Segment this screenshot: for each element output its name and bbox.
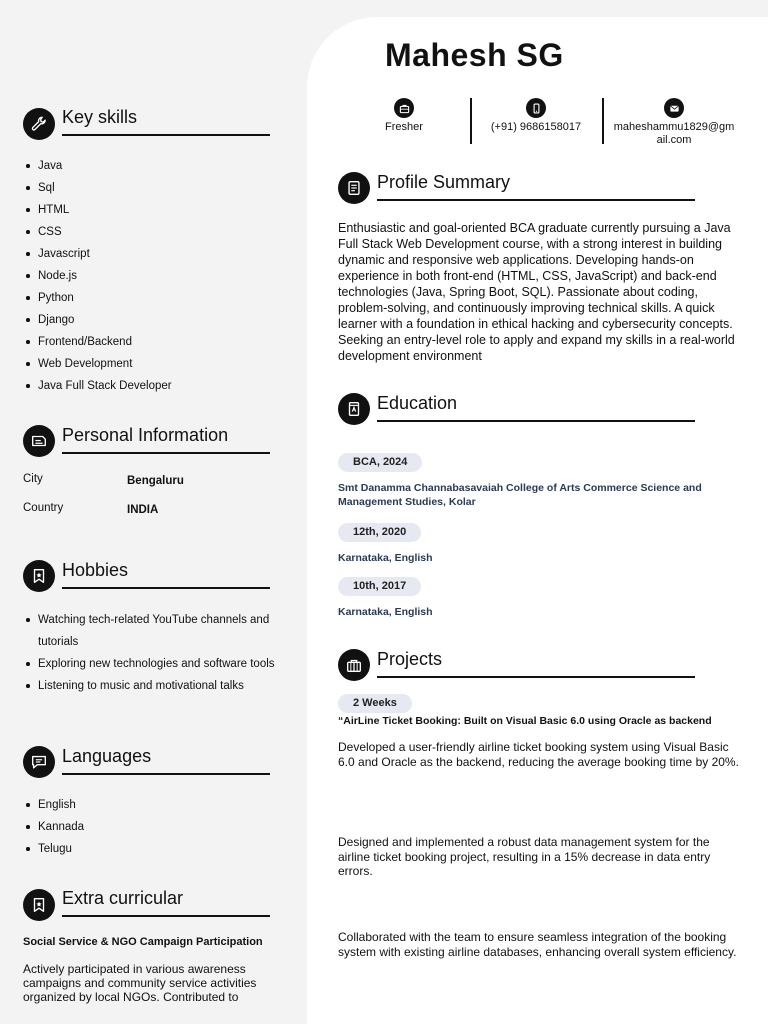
education-institution: Karnataka, English [338, 606, 433, 618]
contact-divider [602, 98, 604, 144]
contact-divider [470, 98, 472, 144]
list-item: Kannada [23, 816, 293, 838]
list-item: Python [23, 287, 293, 309]
gift-icon [338, 649, 370, 681]
chat-icon [23, 746, 55, 778]
list-item: CSS [23, 221, 293, 243]
education-institution: Karnataka, English [338, 552, 433, 564]
list-item: Watching tech-related YouTube channels and tutorials [23, 609, 298, 653]
country-value: INDIA [127, 504, 159, 516]
education-title: Education [377, 393, 458, 413]
bookmark-star-icon [23, 560, 55, 592]
contact-email-text: maheshammu1829@gmail.com [613, 121, 735, 146]
key-skills-title: Key skills [62, 107, 138, 127]
list-item: Web Development [23, 353, 293, 375]
section-underline [62, 587, 270, 589]
contact-phone [484, 98, 588, 133]
country-label: Country [23, 502, 64, 514]
list-item: Django [23, 309, 293, 331]
section-underline [377, 420, 695, 422]
extra-curricular-title: Extra curricular [62, 888, 184, 908]
list-item: HTML [23, 199, 293, 221]
list-item: Telugu [23, 838, 293, 860]
section-underline [62, 452, 270, 454]
list-item: Exploring new technologies and software tools [23, 653, 298, 675]
wrench-icon [23, 108, 55, 140]
languages-list [23, 794, 293, 860]
education-institution: Smt Danamma Channabasavaiah College of Arts Commerce Science and Management Studies, Kolar [338, 482, 702, 508]
section-underline [62, 773, 270, 775]
briefcase-icon [394, 98, 414, 118]
list-item: English [23, 794, 293, 816]
book-icon [338, 393, 370, 425]
project-point: Collaborated with the team to ensure seamless integration of the booking system with existing airline databases, enhancing overall system efficiency. [338, 930, 737, 959]
section-underline [377, 676, 695, 678]
list-item: Java [23, 155, 293, 177]
section-underline [377, 199, 695, 201]
personal-info-title: Personal Information [62, 425, 229, 445]
section-underline [62, 915, 270, 917]
list-item: Listening to music and motivational talks [23, 675, 298, 697]
education-year-pill: 10th, 2017 [338, 577, 421, 596]
section-underline [62, 134, 270, 136]
projects-title: Projects [377, 649, 443, 669]
list-item: Node.js [23, 265, 293, 287]
project-duration-pill: 2 Weeks [338, 694, 412, 713]
candidate-name: Mahesh SG [385, 37, 564, 73]
key-skills-list [23, 155, 293, 397]
project-name: “AirLine Ticket Booking: Built on Visual Basic 6.0 using Oracle as backend [338, 715, 712, 727]
project-point: Designed and implemented a robust data management system for the airline ticket booking project, resulting in a 15% decrease in data entry errors. [338, 835, 711, 878]
list-item: Javascript [23, 243, 293, 265]
hobbies-title: Hobbies [62, 560, 129, 580]
list-item: Sql [23, 177, 293, 199]
city-label: City [23, 473, 43, 485]
contact-email [612, 98, 736, 147]
extra-curricular-text: Actively participated in various awareness campaigns and community service activities organized by local NGOs. Contributed to [23, 962, 257, 1004]
profile-summary-text: Enthusiastic and goal-oriented BCA graduate currently pursuing a Java Full Stack Web Development course, with a strong interest in building dynamic and responsive web applications. Developing hands-on experience in both front-end (HTML, CSS, JavaScript) and back-end technologies (Java, Spring Boot, SQL). Passionate about coding, problem-solving, and continuously improving technical skills. A quick learner with a foundation in ethical hacking and cybersecurity concepts. Seeking an entry-level role to apply and expand my skills in a real-world development environment [338, 221, 735, 363]
id-card-icon [23, 425, 55, 457]
profile-summary-title: Profile Summary [377, 172, 511, 192]
extra-curricular-subtitle: Social Service & NGO Campaign Participation [23, 936, 263, 948]
city-value: Bengaluru [127, 475, 184, 487]
phone-icon [526, 98, 546, 118]
hobbies-list [23, 609, 298, 697]
contact-phone-text: (+91) 9686158017 [490, 121, 582, 133]
contact-status-text: Fresher [385, 121, 423, 133]
project-point: Developed a user-friendly airline ticket booking system using Visual Basic 6.0 and Oracle as the backend, reducing the average booking time by 20%. [338, 740, 739, 769]
list-item: Java Full Stack Developer [23, 375, 293, 397]
education-year-pill: BCA, 2024 [338, 453, 422, 472]
bookmark-star-icon [23, 889, 55, 921]
languages-title: Languages [62, 746, 152, 766]
document-icon [338, 172, 370, 204]
education-year-pill: 12th, 2020 [338, 523, 421, 542]
contact-status [364, 98, 444, 133]
list-item: Frontend/Backend [23, 331, 293, 353]
email-icon [664, 98, 684, 118]
